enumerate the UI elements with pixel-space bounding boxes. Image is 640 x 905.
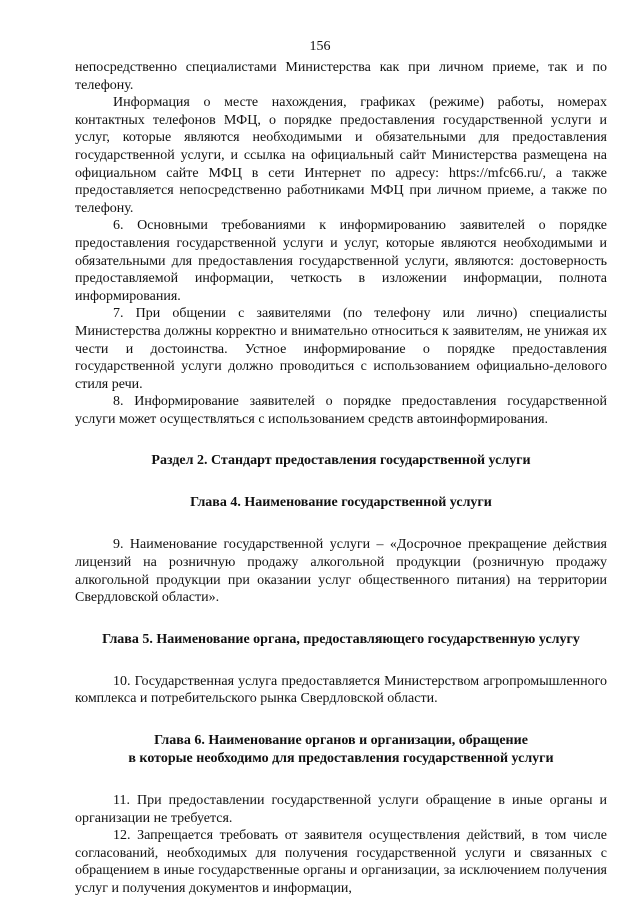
chapter-heading-6-line-1: Глава 6. Наименование органов и организации, обращение: [154, 733, 528, 749]
paragraph-item-6: 6. Основными требованиями к информированию заявителей о порядке предоставления государственной услуги и услуг, которые являются необходимыми и обязательными для предоставления государственной услуги, являются: достоверность предоставляемой информации, четкость в изложении информации, полнота информирования.: [75, 218, 607, 304]
paragraph-item-7: 7. При общении с заявителями (по телефону или лично) специалисты Министерства должны корректно и внимательно относиться к заявителям, не унижая их чести и достоинства. Устное информирование о порядке предоставления государственной услуги должно проводиться с использованием официально-делового стиля речи.: [75, 306, 607, 392]
paragraph-item-12: 12. Запрещается требовать от заявителя осуществления действий, в том числе согласований, необходимых для получения государственной услуги и связанных с обращением в иные государственные органы и организации, за исключением получения услуг и получения документов и информации,: [75, 828, 607, 896]
page-number: 156: [309, 39, 331, 54]
chapter-heading-5: Глава 5. Наименование органа, предоставляющего государственную услугу: [102, 631, 580, 647]
paragraph-item-10: 10. Государственная услуга предоставляется Министерством агропромышленного комплекса и потребительского рынка Свердловской области.: [75, 673, 607, 707]
section-heading-2: Раздел 2. Стандарт предоставления государственной услуги: [151, 453, 531, 469]
chapter-heading-4: Глава 4. Наименование государственной услуги: [190, 495, 492, 511]
chapter-heading-6-line-2: в которые необходимо для предоставления государственной услуги: [128, 751, 554, 767]
paragraph-item-11: 11. При предоставлении государственной услуги обращение в иные органы и организации не требуется.: [75, 793, 607, 826]
paragraph-item-8: 8. Информирование заявителей о порядке предоставления государственной услуги может осуществляться с использованием средств автоинформирования.: [75, 394, 607, 427]
paragraph-item-9: 9. Наименование государственной услуги – «Досрочное прекращение действия лицензий на розничную продажу алкогольной продукции (розничную продажу алкогольной продукции при оказании услуг общественного питания) на территории Свердловской области».: [75, 537, 607, 606]
paragraph-continuation: непосредственно специалистами Министерства как при личном приеме, так и по телефону.: [75, 60, 607, 93]
paragraph-mfc-info: Информация о месте нахождения, графиках (режиме) работы, номерах контактных телефонов МФЦ, о порядке предоставления государственной услуги и услуг, которые являются необходимыми и обязательными для предоставления государственной услуги, и ссылка на официальный сайт Министерства размещена на официальном сайте МФЦ в сети Интернет по адресу: https://mfc66.ru/, а также предоставляется непосредственно работниками МФЦ при личном приеме, а также по телефону.: [75, 95, 607, 216]
chapter-heading-6: [75, 732, 607, 768]
document-body: [75, 59, 607, 898]
